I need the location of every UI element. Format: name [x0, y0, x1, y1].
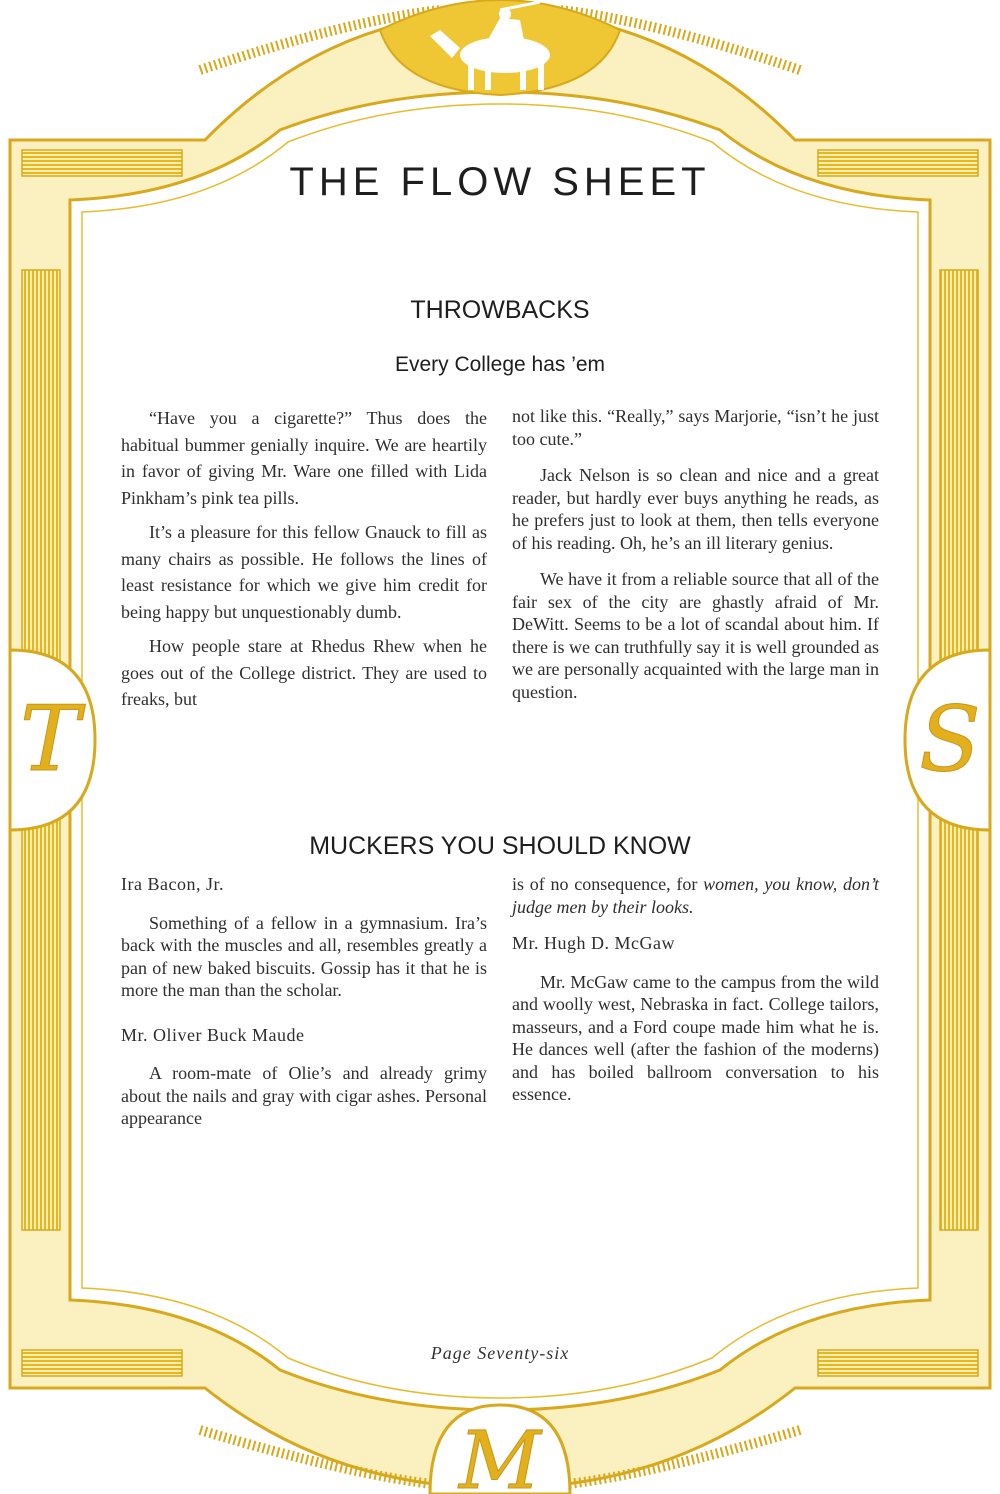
paragraph: A room-mate of Olie’s and already grimy about the nails and gray with cigar ashes. Personal appearance	[121, 1063, 487, 1128]
svg-text:M: M	[459, 1414, 541, 1494]
throwbacks-right-column	[512, 405, 879, 717]
paragraph: not like this. “Really,” says Marjorie, “isn’t he just too cute.”	[512, 406, 879, 449]
paragraph: Mr. McGaw came to the campus from the wild and woolly west, Nebraska in fact. College tailors, masseurs, and a Ford coupe made him what he is. He dances well (after the fashion of the moderns) and has boiled ballroom conversation to his essence.	[512, 971, 879, 1104]
paragraph: “Have you a cigarette?” Thus does the habitual bummer genially inquire. We are heartily in favor of giving Mr. Ware one filled with Lida Pinkham’s pink tea pills.	[121, 408, 487, 508]
paragraph-italic: women, you know, don’t judge men by their looks.	[512, 874, 879, 917]
page-title: THE FLOW SHEET	[289, 160, 711, 204]
svg-text:T: T	[19, 687, 81, 792]
mucker-name: Mr. Oliver Buck Maude	[121, 1024, 305, 1045]
paragraph-plain: is of no consequence, for	[512, 874, 704, 894]
muckers-left-column	[121, 873, 487, 1144]
paragraph: It’s a pleasure for this fellow Gnauck to fill as many chairs as possible. He follows the lines of least resistance for which we give him credit for being happy but unquestionably dumb.	[121, 522, 487, 622]
mucker-name: Ira Bacon, Jr.	[121, 874, 224, 894]
mucker-name: Mr. Hugh D. McGaw	[512, 933, 675, 953]
throwbacks-title: THROWBACKS	[410, 296, 590, 324]
content-panel	[70, 92, 930, 1410]
paragraph: Something of a fellow in a gymnasium. Ira’s back with the muscles and all, resembles greatly a pan of new baked biscuits. Gossip has it that he is more the man than the scholar.	[121, 912, 487, 1000]
muckers-title: MUCKERS YOU SHOULD KNOW	[309, 832, 691, 860]
throwbacks-subtitle: Every College has ’em	[394, 353, 606, 376]
muckers-right-column	[512, 873, 879, 1120]
paragraph: We have it from a reliable source that all of the fair sex of the city are ghastly afraid of Mr. DeWitt. Seems to be a lot of scandal about him. If there is we can truthfully say it is well grounded as we are personally acquainted with the large man in question.	[512, 569, 879, 702]
page-number: Page Seventy-six	[430, 1343, 570, 1363]
paragraph	[512, 873, 879, 918]
svg-text:S: S	[919, 687, 981, 792]
throwbacks-left-column	[121, 405, 487, 721]
paragraph: How people stare at Rhedus Rhew when he goes out of the College district. They are used to freaks, but	[121, 636, 487, 709]
paragraph: Jack Nelson is so clean and nice and a great reader, but hardly ever buys anything he reads, as he prefers just to look at them, then tells everyone of his reading. Oh, he’s an ill literary genius.	[512, 465, 879, 553]
